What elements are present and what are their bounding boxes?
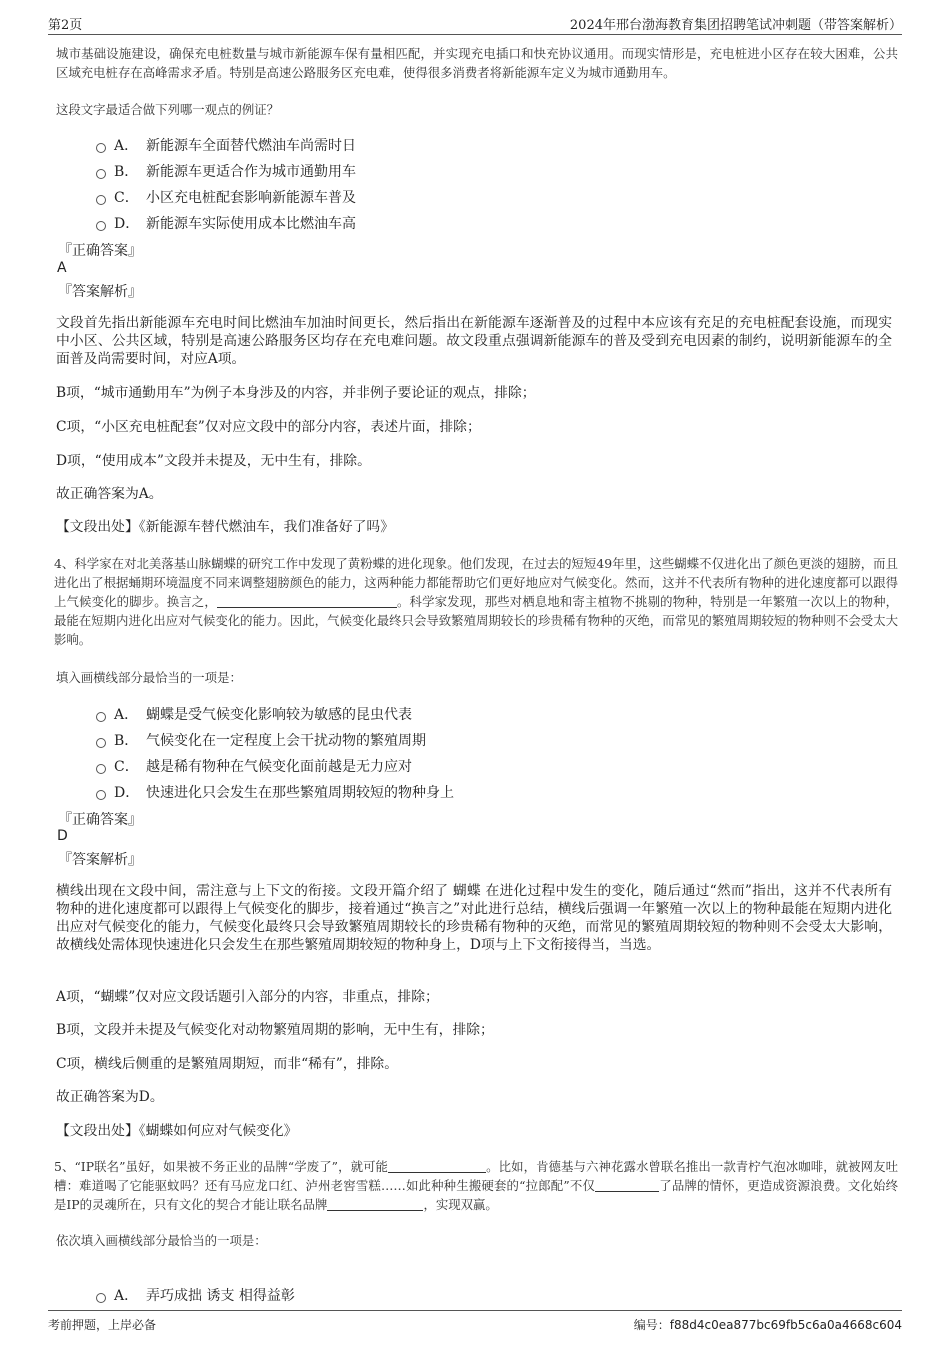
answer-blank [595,1179,659,1192]
q3-analysis-label: 『答案解析』 [58,284,142,300]
answer-blank [217,595,397,608]
q3-passage: 城市基础设施建设，确保充电桩数量与城市新能源车保有量相匹配，并实现充电插口和快充协议通用。而现实情形是，充电桩进小区存在较大困难，公共区域充电桩存在高峰需求矛盾。特别是高速公路服务区充电难，使得很多消费者将新能源车定义为城市通勤用车。 [56,46,898,80]
q4-option-a[interactable]: A． 蝴蝶是受气候变化影响较为敏感的昆虫代表 [96,704,412,724]
radio-icon[interactable] [96,712,106,722]
document-code: 编号：f88d4c0ea877bc69fb5c6a0a4668c604 [633,1318,902,1332]
radio-icon[interactable] [96,169,106,179]
q5-passage: 5、“IP联名”虽好，如果被不务正业的品牌“学废了”，就可能 。比如，肯德基与六神花露水曾联名推出一款青柠气泡冰咖啡，就被网友吐槽：难道喝了它能驱蚊吗？还有马应龙口红、泸州老窖雪糕……如此种种生搬硬套的“拉郎配”不仅 了品牌的情怀，更造成资源浪费。文化始终是IP的灵魂所在，只有文化的契合才能让联名品牌 ，实现双赢。 [54,1159,899,1212]
answer-blank [327,1198,423,1211]
q3-answer: A [57,260,67,276]
q4-analysis-b: B项，文段并未提及气候变化对动物繁殖周期的影响，无中生有，排除； [56,1022,494,1038]
answer-blank [388,1160,486,1173]
q3-source: 【文段出处】《新能源车替代燃油车，我们准备好了吗》 [56,519,395,535]
q3-analysis-d: D项，“使用成本”文段并未提及，无中生有，排除。 [56,453,371,469]
radio-icon[interactable] [96,221,106,231]
q4-analysis-main: 横线出现在文段中间，需注意与上下文的衔接。文段开篇介绍了 蝴蝶 在进化过程中发生的变化，随后通过“然而”指出，这并不代表所有物种的进化速度都可以跟得上气候变化的脚步，接着通过“换言之”对此进行总结，横线后强调一年繁殖一次以上的物种最能在短期内进化出应对气候变化的能力，气候变化最终只会导致繁殖周期较长的珍贵稀有物种的灭绝，而常见的繁殖周期较短的物种则不会受太大影响，故横线处需体现快速进化只会发生在那些繁殖周期较短的物种身上，D项与上下文衔接得当，当选。 [56,883,892,953]
q4-passage: 4、科学家在对北美落基山脉蝴蝶的研究工作中发现了黄粉蝶的进化现象。他们发现，在过去的短短49年里，这些蝴蝶不仅进化出了颜色更淡的翅膀，而且进化出了根据蛹期环境温度不同来调整翅膀颜色的能力，这两种能力都能帮助它们更好地应对气候变化。然而，这并不代表所有物种的进化速度都可以跟得上气候变化的脚步。换言之， 。科学家发现，那些对栖息地和寄主植物不挑剔的物种，特别是一年繁殖一次以上的物种，最能在短期内进化出应对气候变化的能力。因此，气候变化最终只会导致繁殖周期较长的珍贵稀有物种的灭绝，而常见的繁殖周期较短的物种则不会受太大影响。 [54,556,899,647]
q3-conclusion: 故正确答案为A。 [56,486,163,502]
q3-answer-label: 『正确答案』 [58,243,142,259]
radio-icon[interactable] [96,143,106,153]
q3-analysis-main: 文段首先指出新能源车充电时间比燃油车加油时间更长，然后指出在新能源车逐渐普及的过程中本应该有充足的充电桩配套设施，而现实中小区、公共区域，特别是高速公路服务区均存在充电难问题。故文段重点强调新能源车的普及受到充电因素的制约，说明新能源车的全面普及尚需要时间，对应A项。 [56,315,892,367]
document-title: 2024年邢台渤海教育集团招聘笔试冲刺题（带答案解析） [569,18,902,33]
q5-prompt: 依次填入画横线部分最恰当的一项是： [56,1233,267,1248]
radio-icon[interactable] [96,738,106,748]
q3-option-b[interactable]: B． 新能源车更适合作为城市通勤用车 [96,161,356,181]
q4-option-d[interactable]: D． 快速进化只会发生在那些繁殖周期较短的物种身上 [96,782,454,802]
q4-answer: D [57,828,68,844]
q4-option-c[interactable]: C． 越是稀有物种在气候变化面前越是无力应对 [96,756,412,776]
q3-option-c[interactable]: C． 小区充电桩配套影响新能源车普及 [96,187,356,207]
radio-icon[interactable] [96,195,106,205]
q4-option-b[interactable]: B． 气候变化在一定程度上会干扰动物的繁殖周期 [96,730,426,750]
q3-prompt: 这段文字最适合做下列哪一观点的例证？ [56,102,280,117]
q3-option-a[interactable]: A． 新能源车全面替代燃油车尚需时日 [96,135,356,155]
q4-answer-label: 『正确答案』 [58,812,142,828]
q4-source: 【文段出处】《蝴蝶如何应对气候变化》 [56,1123,298,1139]
radio-icon[interactable] [96,764,106,774]
q4-prompt: 填入画横线部分最恰当的一项是： [56,670,242,685]
q5-option-a[interactable]: A． 弄巧成拙 诱支 相得益彰 [96,1285,295,1305]
page-header [48,12,902,35]
q4-analysis-c: C项，横线后侧重的是繁殖周期短，而非“稀有”，排除。 [56,1056,398,1072]
page-number: 第2页 [48,18,83,33]
q3-option-d[interactable]: D． 新能源车实际使用成本比燃油车高 [96,213,356,233]
q4-analysis-a: A项，“蝴蝶”仅对应文段话题引入部分的内容，非重点，排除； [56,989,439,1005]
radio-icon[interactable] [96,1293,106,1303]
q3-analysis-b: B项，“城市通勤用车”为例子本身涉及的内容，并非例子要论证的观点，排除； [56,385,536,401]
q4-conclusion: 故正确答案为D。 [56,1089,164,1105]
radio-icon[interactable] [96,790,106,800]
q4-analysis-label: 『答案解析』 [58,852,142,868]
page-footer [48,1310,902,1335]
footer-slogan: 考前押题，上岸必备 [48,1318,157,1332]
q3-analysis-c: C项，“小区充电桩配套”仅对应文段中的部分内容，表述片面，排除； [56,419,481,435]
